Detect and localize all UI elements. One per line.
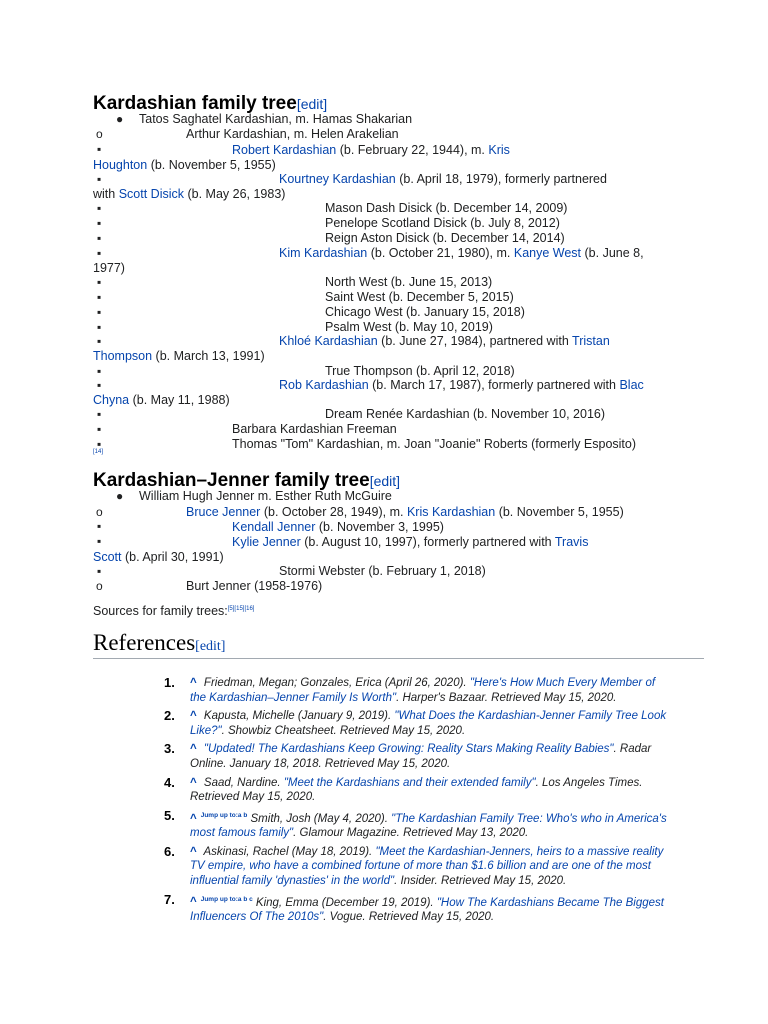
reference-author: Saad, Nardine. — [200, 776, 284, 789]
reference-number: 6. — [164, 843, 175, 859]
reference-item — [150, 893, 670, 925]
tree-line — [93, 187, 285, 202]
section-title: Kardashian family tree — [93, 93, 297, 114]
reference-title-link[interactable]: "Meet the Kardashians and their extended family" — [283, 776, 536, 789]
tree-text: with — [93, 187, 119, 201]
tree-text: (b. June 8, — [581, 246, 644, 260]
bullet-square: ▪ — [97, 201, 102, 215]
bullet-disc: ● — [116, 489, 124, 503]
bullet-square: ▪ — [97, 519, 102, 533]
tree-line: True Thompson (b. April 12, 2018) — [325, 364, 515, 378]
section-heading-references — [93, 630, 704, 659]
bullet-square: ▪ — [97, 305, 102, 319]
bullet-square: ▪ — [97, 364, 102, 378]
person-link[interactable]: Kylie Jenner — [232, 535, 301, 549]
bullet-square: ▪ — [97, 378, 102, 392]
backlink-caret[interactable]: ^ — [190, 812, 197, 825]
tree-line: Barbara Kardashian Freeman — [232, 422, 397, 436]
person-link[interactable]: Blac — [619, 378, 644, 392]
reference-source: . Harper's Bazaar. Retrieved May 15, 2020. — [396, 691, 617, 704]
reference-source: . Showbiz Cheatsheet. Retrieved May 15, 2020. — [221, 724, 466, 737]
tree-line: Saint West (b. December 5, 2015) — [325, 290, 514, 304]
tree-line — [279, 246, 644, 261]
section-title: References — [93, 630, 196, 655]
tree-text: (b. June 27, 1984), partnered with — [377, 334, 573, 348]
person-link[interactable]: Bruce Jenner — [186, 505, 261, 519]
tree-text: (b. March 17, 1987), formerly partnered with — [368, 378, 620, 392]
bullet-square: ▪ — [97, 437, 102, 451]
person-link[interactable]: Kendall Jenner — [232, 520, 316, 534]
bullet-square: ▪ — [97, 407, 102, 421]
reference-number: 3. — [164, 741, 175, 757]
person-link[interactable]: Robert Kardashian — [232, 143, 337, 157]
tree-text: (b. April 30, 1991) — [121, 550, 224, 564]
tree-line — [232, 143, 510, 158]
tree-line — [232, 535, 588, 550]
reference-source: . Radar Online. January 18, 2018. Retrieved May 15, 2020. — [190, 743, 652, 770]
reference-number: 5. — [164, 807, 175, 823]
bullet-disc: ● — [116, 112, 124, 126]
edit-link[interactable]: [edit] — [195, 639, 226, 654]
edit-link[interactable]: [edit] — [369, 473, 401, 489]
tree-line: Penelope Scotland Disick (b. July 8, 2012) — [325, 216, 560, 230]
reference-source: . Glamour Magazine. Retrieved May 13, 2020. — [293, 827, 529, 840]
bullet-circle: o — [96, 127, 103, 141]
person-link[interactable]: Kris — [488, 143, 510, 157]
tree-line: Dream Renée Kardashian (b. November 10, 2016) — [325, 407, 606, 421]
backlink-caret[interactable]: ^ — [190, 743, 197, 756]
tree-line — [93, 550, 224, 565]
reference-item — [150, 776, 670, 805]
tree-line — [279, 334, 610, 349]
tree-line: Reign Aston Disick (b. December 14, 2014) — [325, 231, 565, 245]
person-link[interactable]: Kanye West — [513, 246, 582, 260]
person-link[interactable]: Rob Kardashian — [279, 378, 369, 392]
reference-source: . Insider. Retrieved May 15, 2020. — [394, 874, 567, 887]
reference-number: 2. — [164, 708, 175, 724]
tree-text: (b. May 11, 1988) — [129, 393, 230, 407]
tree-line — [279, 378, 644, 393]
person-link[interactable]: Scott Disick — [118, 187, 184, 201]
bullet-square: ▪ — [97, 534, 102, 548]
reference-list — [150, 676, 670, 929]
jump-up-links[interactable]: Jump up to:a b — [200, 811, 248, 819]
tree-line — [93, 393, 230, 408]
tree-line: Psalm West (b. May 10, 2019) — [325, 320, 493, 334]
bullet-square: ▪ — [97, 422, 102, 436]
reference-item — [150, 676, 670, 705]
person-link[interactable]: Scott — [93, 550, 122, 564]
tree-line: 1977) — [93, 261, 125, 275]
tree-line: North West (b. June 15, 2013) — [325, 275, 493, 289]
person-link[interactable]: Kim Kardashian — [279, 246, 368, 260]
bullet-square: ▪ — [97, 564, 102, 578]
reference-title-link[interactable]: "Here's How Much Every Member of the Kardashian–Jenner Family Is Worth" — [190, 677, 656, 704]
reference-number: 7. — [164, 891, 175, 907]
backlink-caret[interactable]: ^ — [190, 677, 197, 689]
tree-text: (b. May 26, 1983) — [184, 187, 286, 201]
backlink-caret[interactable]: ^ — [190, 896, 197, 909]
person-link[interactable]: Tristan — [572, 334, 610, 348]
backlink-caret[interactable]: ^ — [190, 776, 197, 789]
reference-author: King, Emma (December 19, 2019). — [252, 896, 437, 909]
backlink-caret[interactable]: ^ — [190, 710, 197, 723]
bullet-square: ▪ — [97, 142, 102, 156]
reference-title-link[interactable]: "How The Kardashians Became The Biggest Influencers Of The 2010s" — [190, 896, 664, 923]
bullet-square: ▪ — [97, 172, 102, 186]
tree-text: (b. November 3, 1995) — [315, 520, 444, 534]
reference-author: Kapusta, Michelle (January 9, 2019). — [200, 710, 395, 723]
person-link[interactable]: Thompson — [93, 349, 153, 363]
reference-author: Askinasi, Rachel (May 18, 2019). — [200, 845, 376, 858]
reference-source: . Vogue. Retrieved May 15, 2020. — [323, 910, 495, 923]
bullet-square: ▪ — [97, 216, 102, 230]
reference-title-link[interactable]: "Updated! The Kardashians Keep Growing: Reality Stars Making Reality Babies" — [203, 743, 614, 756]
section-title: Kardashian–Jenner family tree — [93, 470, 370, 491]
tree-text: (b. November 5, 1955) — [147, 158, 276, 172]
citation-link[interactable] — [93, 448, 103, 456]
bullet-square: ▪ — [97, 290, 102, 304]
citation-text: [14] — [93, 449, 104, 455]
reference-author: Smith, Josh (May 4, 2020). — [247, 812, 392, 825]
person-link[interactable]: Khloé Kardashian — [279, 334, 378, 348]
bullet-square: ▪ — [97, 246, 102, 260]
person-link[interactable]: Houghton — [93, 158, 148, 172]
tree-line — [93, 349, 265, 364]
tree-text: (b. November 5, 1955) — [495, 505, 624, 519]
tree-line — [186, 505, 624, 520]
tree-line: Arthur Kardashian, m. Helen Arakelian — [186, 127, 399, 141]
reference-title-link[interactable]: "The Kardashian Family Tree: Who's who in America's most famous family" — [190, 812, 667, 840]
person-link[interactable]: Chyna — [93, 393, 130, 407]
bullet-square: ▪ — [97, 320, 102, 334]
tree-line: Tatos Saghatel Kardashian, m. Hamas Shakarian — [139, 112, 413, 126]
reference-item — [150, 845, 670, 889]
bullet-circle: o — [96, 579, 103, 593]
sources-text: Sources for family trees: — [93, 604, 228, 619]
reference-item — [150, 742, 670, 771]
reference-item — [150, 709, 670, 738]
reference-title-link[interactable]: "What Does the Kardashian-Jenner Family Tree Look Like?" — [190, 710, 667, 737]
tree-text: (b. March 13, 1991) — [152, 349, 265, 363]
person-link[interactable]: Travis — [554, 535, 589, 549]
bullet-square: ▪ — [97, 231, 102, 245]
reference-item — [150, 809, 670, 841]
backlink-caret[interactable]: ^ — [190, 845, 197, 858]
person-link[interactable]: Kourtney Kardashian — [279, 172, 396, 186]
tree-line: William Hugh Jenner m. Esther Ruth McGuire — [139, 489, 392, 503]
tree-line — [279, 172, 607, 187]
reference-number: 4. — [164, 774, 175, 790]
bullet-square: ▪ — [97, 275, 102, 289]
tree-line: Stormi Webster (b. February 1, 2018) — [279, 564, 486, 578]
sources-line — [93, 602, 254, 619]
tree-line: Burt Jenner (1958-1976) — [186, 579, 323, 593]
bullet-circle: o — [96, 505, 103, 519]
tree-text: (b. October 28, 1949), m. — [260, 505, 407, 519]
reference-title-link[interactable]: "Meet the Kardashian-Jenners, heirs to a massive reality TV empire, who have a combined fortune of more than $1.6 billion and are one of the most influential family 'dynasties' in the world" — [190, 845, 664, 887]
bullet-square: ▪ — [97, 334, 102, 348]
tree-line — [232, 520, 444, 535]
edit-link[interactable]: [edit] — [296, 96, 328, 112]
tree-text: (b. February 22, 1944), m. — [336, 143, 489, 157]
tree-line: Mason Dash Disick (b. December 14, 2009) — [325, 201, 568, 215]
reference-source: . Los Angeles Times. Retrieved May 15, 2020. — [190, 776, 643, 804]
tree-text: (b. August 10, 1997), formerly partnered with — [300, 535, 555, 549]
citation-link[interactable]: [5][15][16] — [227, 606, 255, 612]
jump-up-links[interactable]: Jump up to:a b c — [200, 895, 253, 903]
reference-number: 1. — [164, 675, 175, 690]
tree-line: Chicago West (b. January 15, 2018) — [325, 305, 525, 319]
tree-line — [93, 158, 276, 173]
tree-text: (b. April 18, 1979), formerly partnered — [395, 172, 607, 186]
tree-text: (b. October 21, 1980), m. — [367, 246, 514, 260]
reference-author: Friedman, Megan; Gonzales, Erica (April 26, 2020). — [200, 677, 470, 689]
tree-line: Thomas "Tom" Kardashian, m. Joan "Joanie" Roberts (formerly Esposito) — [232, 437, 637, 451]
person-link[interactable]: Kris Kardashian — [406, 505, 496, 519]
